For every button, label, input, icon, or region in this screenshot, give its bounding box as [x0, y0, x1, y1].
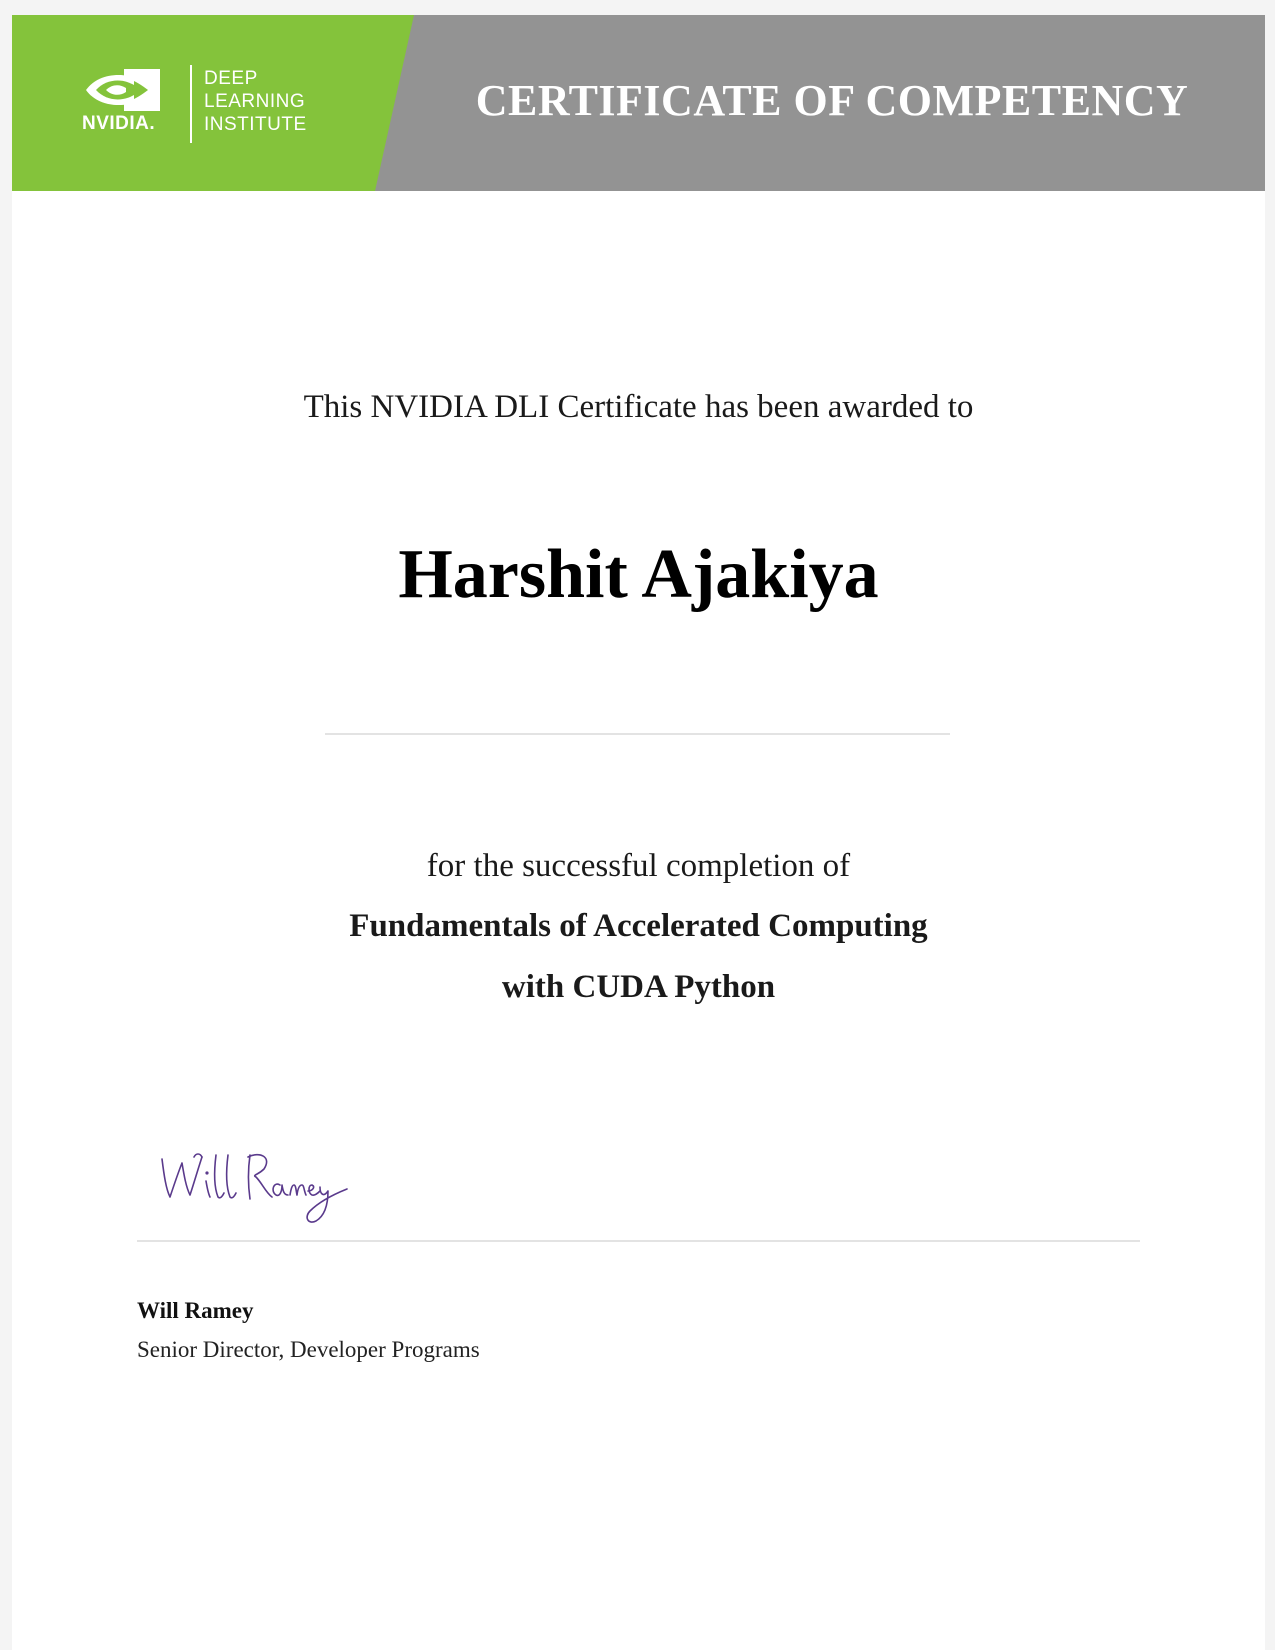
awarded-statement: This NVIDIA DLI Certificate has been awarded to — [303, 389, 974, 425]
course-title-line: Fundamentals of Accelerated Computing — [349, 908, 928, 944]
institute-name — [204, 67, 307, 136]
recipient-name: Harshit Ajakiya — [398, 536, 879, 613]
nvidia-eye-icon — [84, 69, 160, 111]
institute-line: INSTITUTE — [204, 114, 307, 135]
certificate-title: CERTIFICATE OF COMPETENCY — [475, 76, 1189, 125]
signature-image — [152, 1145, 352, 1235]
institute-line: DEEP — [204, 68, 258, 89]
completion-statement: for the successful completion of — [426, 848, 851, 884]
signatory-title: Senior Director, Developer Programs — [137, 1337, 480, 1362]
signature-line — [137, 1240, 1140, 1242]
nvidia-dli-logo — [82, 65, 382, 145]
course-title-line: with CUDA Python — [501, 969, 776, 1005]
institute-line: LEARNING — [204, 91, 306, 112]
certificate-page — [12, 15, 1265, 1650]
logo-divider — [190, 65, 192, 143]
nvidia-wordmark: NVIDIA. — [82, 113, 156, 134]
signatory-name: Will Ramey — [137, 1298, 254, 1323]
name-divider — [325, 733, 950, 735]
header-banner — [12, 15, 1265, 191]
